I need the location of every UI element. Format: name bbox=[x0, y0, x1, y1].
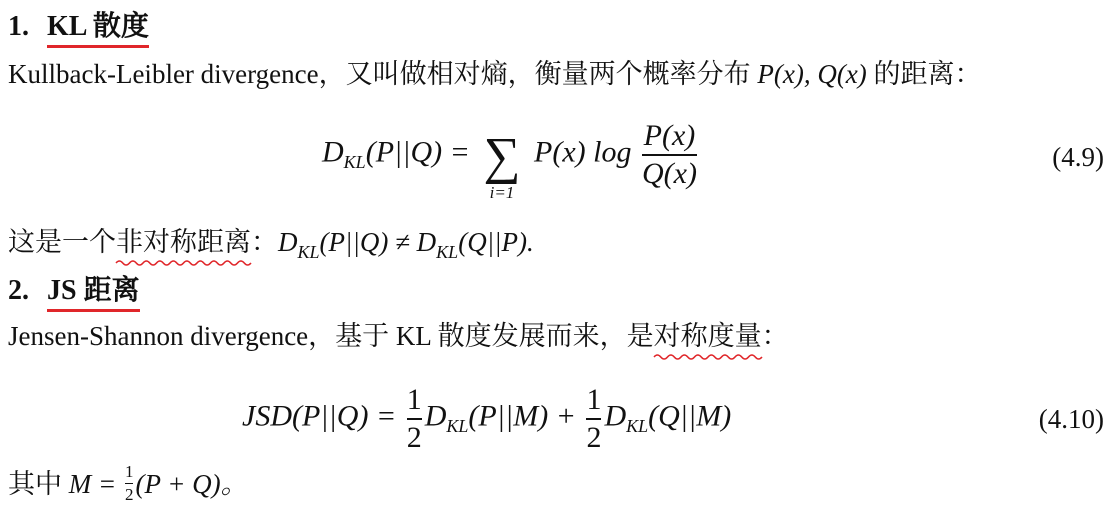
eq49-term: P(x) log bbox=[534, 135, 632, 169]
section-2-title: JS 距离 bbox=[47, 268, 140, 308]
eq410-half-1 bbox=[407, 384, 422, 453]
note-D1: D bbox=[278, 227, 298, 257]
section-1-intro-end: 的距离： bbox=[866, 59, 982, 89]
eq410-D2: D bbox=[604, 399, 627, 433]
section-2-squiggle-text: 对称度量 bbox=[654, 314, 762, 353]
def-args: (P + Q)。 bbox=[135, 469, 248, 499]
section-1-title: KL 散度 bbox=[47, 4, 149, 44]
note-sub2: KL bbox=[436, 242, 459, 262]
eq410-sub2: KL bbox=[626, 416, 649, 437]
note-args1: (P||Q) ≠ bbox=[319, 227, 417, 257]
section-2-intro bbox=[8, 314, 789, 353]
eq410-lhs: JSD(P||Q) = bbox=[242, 399, 397, 433]
eq49-numerator: P(x) bbox=[643, 119, 696, 152]
def-half bbox=[125, 462, 134, 505]
frac-numerator: 1 bbox=[406, 383, 422, 416]
eq49-denominator: Q(x) bbox=[641, 156, 697, 190]
eq49-sub: KL bbox=[343, 152, 366, 173]
note-squiggle-text: 非对称距离 bbox=[116, 220, 251, 259]
equation-4-9 bbox=[322, 119, 700, 202]
eq410-D1: D bbox=[424, 399, 447, 433]
fraction-bar bbox=[125, 483, 134, 484]
equation-4-10 bbox=[242, 384, 731, 453]
equation-number-4-9: (4.9) bbox=[1052, 142, 1104, 172]
eq410-args1: (P||M) + bbox=[468, 399, 576, 433]
section-2-number: 2. bbox=[8, 275, 29, 306]
section-2-intro-text: Jensen-Shannon divergence，基于 KL 散度发展而来，是 bbox=[8, 321, 654, 351]
fraction-bar bbox=[407, 418, 422, 420]
section-1-intro-text: Kullback-Leibler divergence，又叫做相对熵，衡量两个概率分布 bbox=[8, 59, 758, 89]
section-1-intro-math: P(x), Q(x) bbox=[757, 59, 867, 89]
squiggle-underline bbox=[116, 259, 251, 267]
section-2-intro-end: ： bbox=[761, 321, 789, 351]
section-2-heading bbox=[8, 268, 140, 308]
section-1-note bbox=[8, 220, 534, 262]
frac-denominator: 2 bbox=[586, 420, 602, 454]
equation-number-4-10: (4.10) bbox=[1038, 404, 1104, 434]
section-1-heading bbox=[8, 4, 149, 44]
eq410-sub1: KL bbox=[446, 416, 469, 437]
eq49-fraction bbox=[642, 120, 697, 189]
section-1-intro bbox=[8, 52, 982, 91]
def-prefix: 其中 bbox=[8, 469, 69, 499]
definition-M bbox=[8, 462, 248, 508]
note-prefix: 这是一个 bbox=[8, 227, 116, 257]
eq49-sum bbox=[483, 128, 521, 203]
fraction-bar bbox=[642, 154, 697, 156]
note-args2: (Q||P). bbox=[458, 227, 534, 257]
note-colon: ： bbox=[251, 227, 278, 257]
frac-denominator: 2 bbox=[406, 420, 422, 454]
squiggle-underline bbox=[654, 353, 762, 361]
eq49-args: (P||Q) = bbox=[365, 135, 470, 169]
frac-numerator: 1 bbox=[586, 383, 602, 416]
sum-lower-limit: i=1 bbox=[489, 182, 515, 202]
eq410-args2: (Q||M) bbox=[648, 399, 732, 433]
note-D2: D bbox=[416, 227, 437, 257]
def-M: M = bbox=[68, 469, 117, 499]
section-1-number: 1. bbox=[8, 11, 29, 42]
eq410-half-2 bbox=[586, 384, 601, 453]
frac-denominator: 2 bbox=[124, 485, 134, 505]
note-sub1: KL bbox=[297, 242, 320, 262]
sum-symbol: ∑ bbox=[483, 128, 521, 186]
fraction-bar bbox=[586, 418, 601, 420]
frac-numerator: 1 bbox=[124, 462, 134, 482]
eq49-D: D bbox=[322, 135, 344, 169]
